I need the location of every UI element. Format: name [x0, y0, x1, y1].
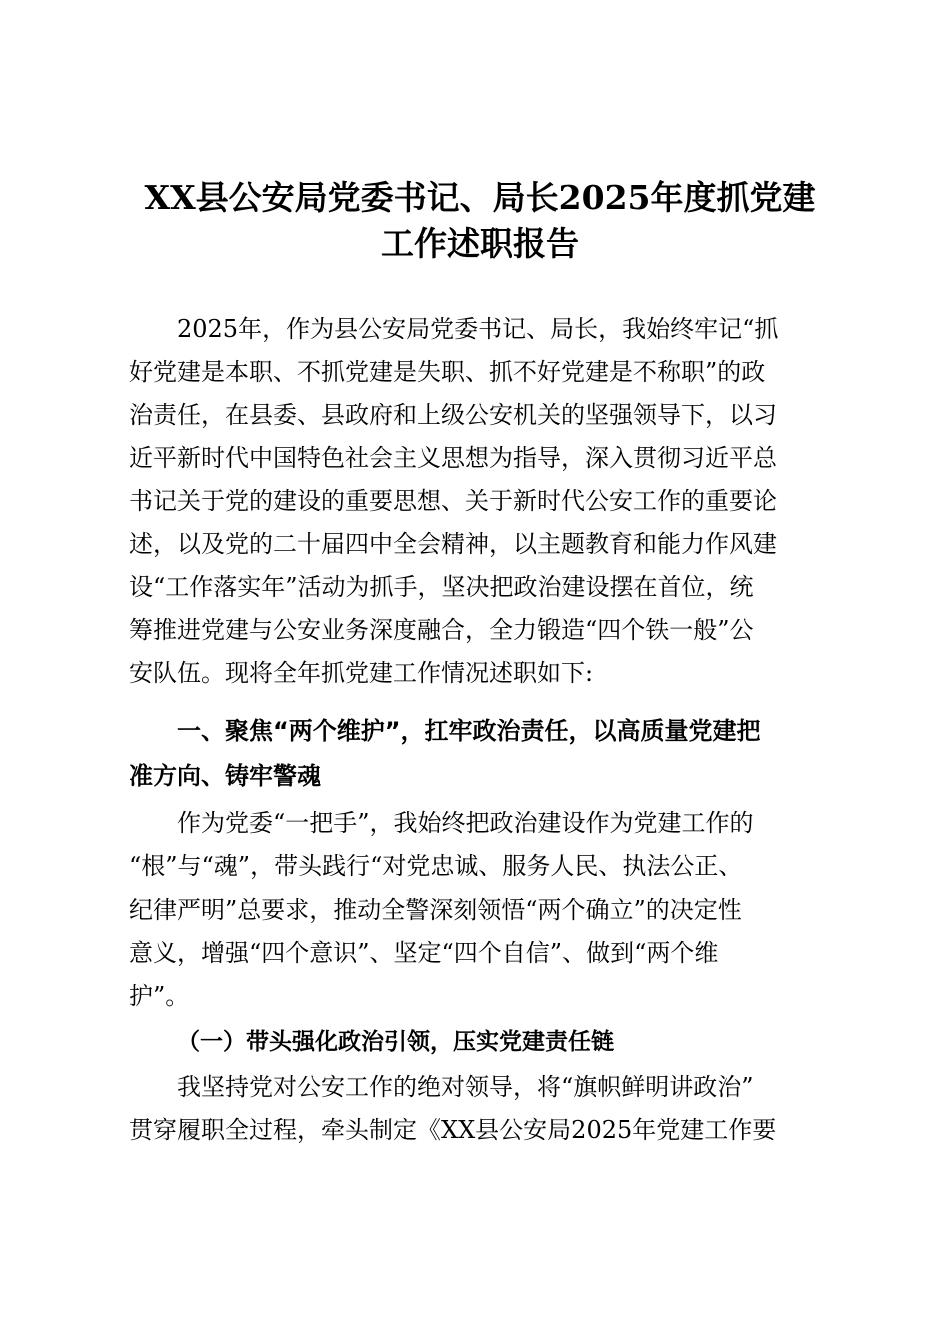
section-1-heading-line-2: 准方向、铸牢警魂 [129, 762, 321, 790]
intro-line: 近平新时代中国特色社会主义思想为指导，深入贯彻习近平总 [129, 444, 777, 472]
subsection-1-heading: （一）带头强化政治引领，压实党建责任链 [177, 1028, 614, 1055]
document-title-line-1: XX县公安局党委书记、局长2025年度抓党建 [144, 178, 816, 217]
intro-line: 书记关于党的建设的重要思想、关于新时代公安工作的重要论 [129, 487, 777, 515]
intro-line: 好党建是本职、不抓党建是失职、抓不好党建是不称职”的政 [129, 358, 766, 386]
section-1-line: 纪律严明”总要求，推动全警深刻领悟“两个确立”的决定性 [129, 896, 742, 924]
section-1-line: 作为党委“一把手”，我始终把政治建设作为党建工作的 [177, 809, 754, 837]
intro-line: 2025年，作为县公安局党委书记、局长，我始终牢记“抓 [177, 315, 779, 343]
document-title-line-2: 工作述职报告 [381, 224, 579, 263]
intro-line: 治责任，在县委、县政府和上级公安机关的坚强领导下，以习 [129, 401, 777, 429]
intro-line: 设“工作落实年”活动为抓手，坚决把政治建设摆在首位，统 [129, 573, 754, 601]
subsection-1-line: 我坚持党对公安工作的绝对领导，将“旗帜鲜明讲政治” [177, 1073, 754, 1101]
intro-line: 筹推进党建与公安业务深度融合，全力锻造“四个铁一般”公 [129, 616, 754, 644]
section-1-line: 意义，增强“四个意识”、坚定“四个自信”、做到“两个维 [129, 939, 719, 967]
section-1-line: 护”。 [129, 982, 190, 1010]
intro-line: 述，以及党的二十届四中全会精神，以主题教育和能力作风建 [129, 530, 777, 558]
section-1-line: “根”与“魂”，带头践行“对党忠诚、服务人民、执法公正、 [129, 852, 743, 880]
intro-line: 安队伍。现将全年抓党建工作情况述职如下: [129, 659, 594, 687]
subsection-1-line: 贯穿履职全过程，牵头制定《XX县公安局2025年党建工作要 [129, 1116, 777, 1144]
section-1-heading-line-1: 一、聚焦“两个维护”，扛牢政治责任，以高质量党建把 [177, 717, 761, 745]
